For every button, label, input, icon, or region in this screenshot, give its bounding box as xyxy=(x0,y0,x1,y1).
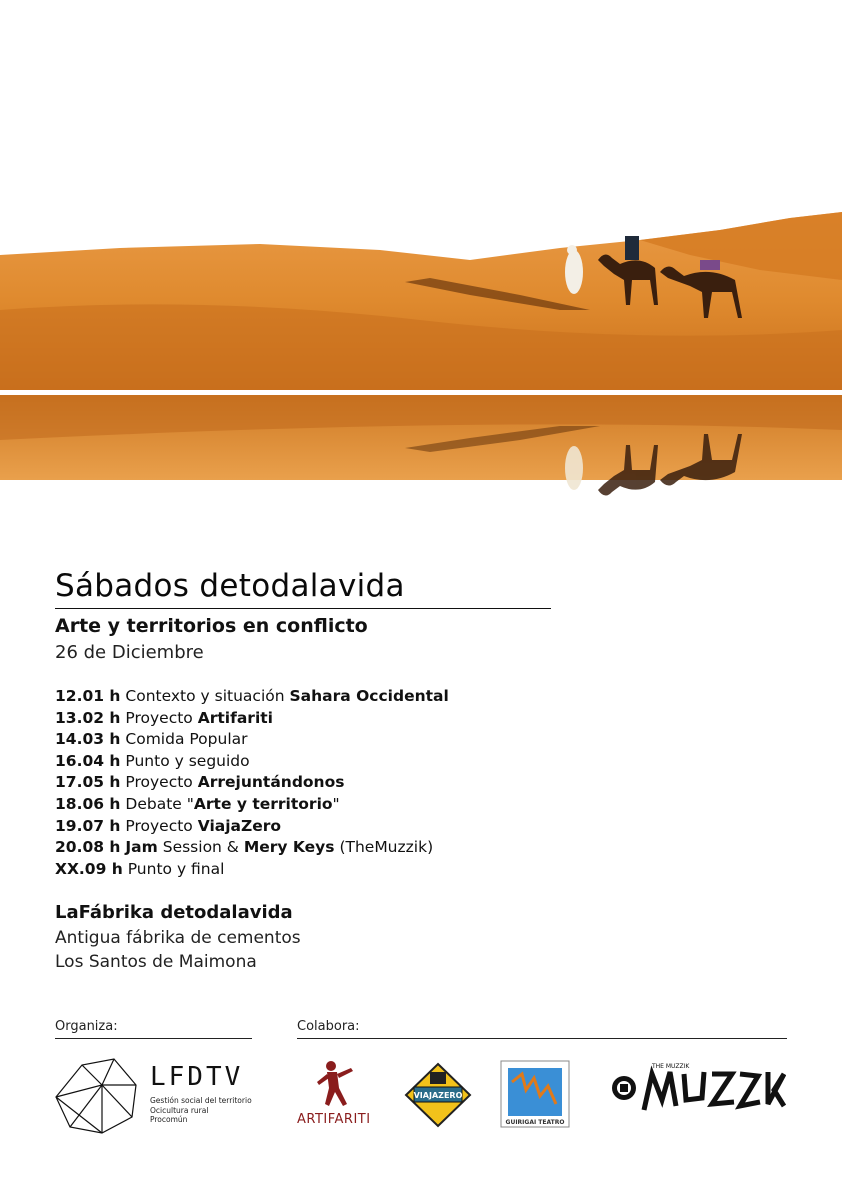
artifariti-figure-logo xyxy=(313,1060,357,1110)
lfdtv-tagline-line: Ocicultura rural xyxy=(150,1105,209,1115)
lfdtv-tagline-line: Procomún xyxy=(150,1115,188,1124)
venue-city-line: Los Santos de Maimona xyxy=(55,952,257,972)
schedule-text: Proyecto xyxy=(125,816,193,835)
schedule-highlight: Sahara Occidental xyxy=(289,687,449,705)
schedule-text: Comida Popular xyxy=(125,730,248,749)
schedule-text: (TheMuzzik) xyxy=(339,838,434,857)
schedule-text: Session & xyxy=(162,838,239,857)
lfdtv-tagline-line: Gestión social del territorio xyxy=(150,1096,252,1105)
organiza-label: Organiza: xyxy=(55,1019,118,1034)
schedule-text: Contexto y situación xyxy=(125,687,285,705)
schedule-time: 12.01 h xyxy=(55,687,121,705)
venue-name: LaFábrika detodalavida xyxy=(55,902,293,923)
schedule-item xyxy=(55,708,449,730)
colabora-rule xyxy=(297,1038,787,1039)
schedule-time: 19.07 h xyxy=(55,816,121,835)
schedule-time: 20.08 h xyxy=(55,838,121,857)
event-subtitle: Arte y territorios en conflicto xyxy=(55,615,368,637)
event-title: Sábados detodalavida xyxy=(55,568,405,604)
schedule-text: Debate " xyxy=(125,794,194,813)
schedule-item xyxy=(55,837,449,859)
guirigai-logo-text: GUIRIGAI TEATRO xyxy=(505,1119,565,1126)
lfdtv-tagline xyxy=(150,1096,252,1125)
lfdtv-logo-text: LFDTV xyxy=(150,1062,244,1092)
title-underline xyxy=(55,608,551,609)
schedule-time: 16.04 h xyxy=(55,751,121,770)
schedule-item xyxy=(55,729,449,751)
schedule-item xyxy=(55,816,449,838)
schedule-highlight: Arte y territorio xyxy=(193,794,333,813)
schedule-time: 13.02 h xyxy=(55,708,121,727)
schedule-text: Punto y final xyxy=(127,859,225,878)
desert-photo xyxy=(0,200,842,540)
schedule-text: Proyecto xyxy=(125,773,193,792)
guirigai-teatro-logo xyxy=(500,1060,570,1128)
schedule-list xyxy=(55,686,449,880)
themuzzik-logo xyxy=(608,1060,786,1122)
viajazero-logo xyxy=(404,1062,472,1128)
schedule-time: 14.03 h xyxy=(55,730,121,749)
colabora-label: Colabora: xyxy=(297,1019,360,1034)
lfdtv-geometric-logo xyxy=(52,1055,140,1137)
organiza-rule xyxy=(55,1038,252,1039)
schedule-time: 18.06 h xyxy=(55,794,121,813)
event-date: 26 de Diciembre xyxy=(55,642,204,663)
schedule-item xyxy=(55,772,449,794)
schedule-text: " xyxy=(332,794,340,813)
schedule-time: 17.05 h xyxy=(55,773,121,792)
themuzzik-logo-text: THE MUZZIK xyxy=(652,1063,690,1070)
schedule-item xyxy=(55,686,449,708)
schedule-highlight: Mery Keys xyxy=(243,838,335,857)
schedule-highlight: Arrejuntándonos xyxy=(197,773,345,792)
schedule-text: Punto y seguido xyxy=(125,751,250,770)
schedule-highlight: Jam xyxy=(125,838,158,857)
schedule-item xyxy=(55,794,449,816)
viajazero-logo-text: VIAJAZERO xyxy=(413,1091,463,1100)
schedule-item xyxy=(55,859,449,881)
schedule-highlight: ViajaZero xyxy=(197,816,282,835)
schedule-time: XX.09 h xyxy=(55,859,123,878)
venue-address-line: Antigua fábrika de cementos xyxy=(55,928,301,948)
artifariti-logo-text: ARTIFARITI xyxy=(297,1112,371,1127)
schedule-item xyxy=(55,751,449,773)
schedule-text: Proyecto xyxy=(125,708,193,727)
schedule-highlight: Artifariti xyxy=(197,708,273,727)
